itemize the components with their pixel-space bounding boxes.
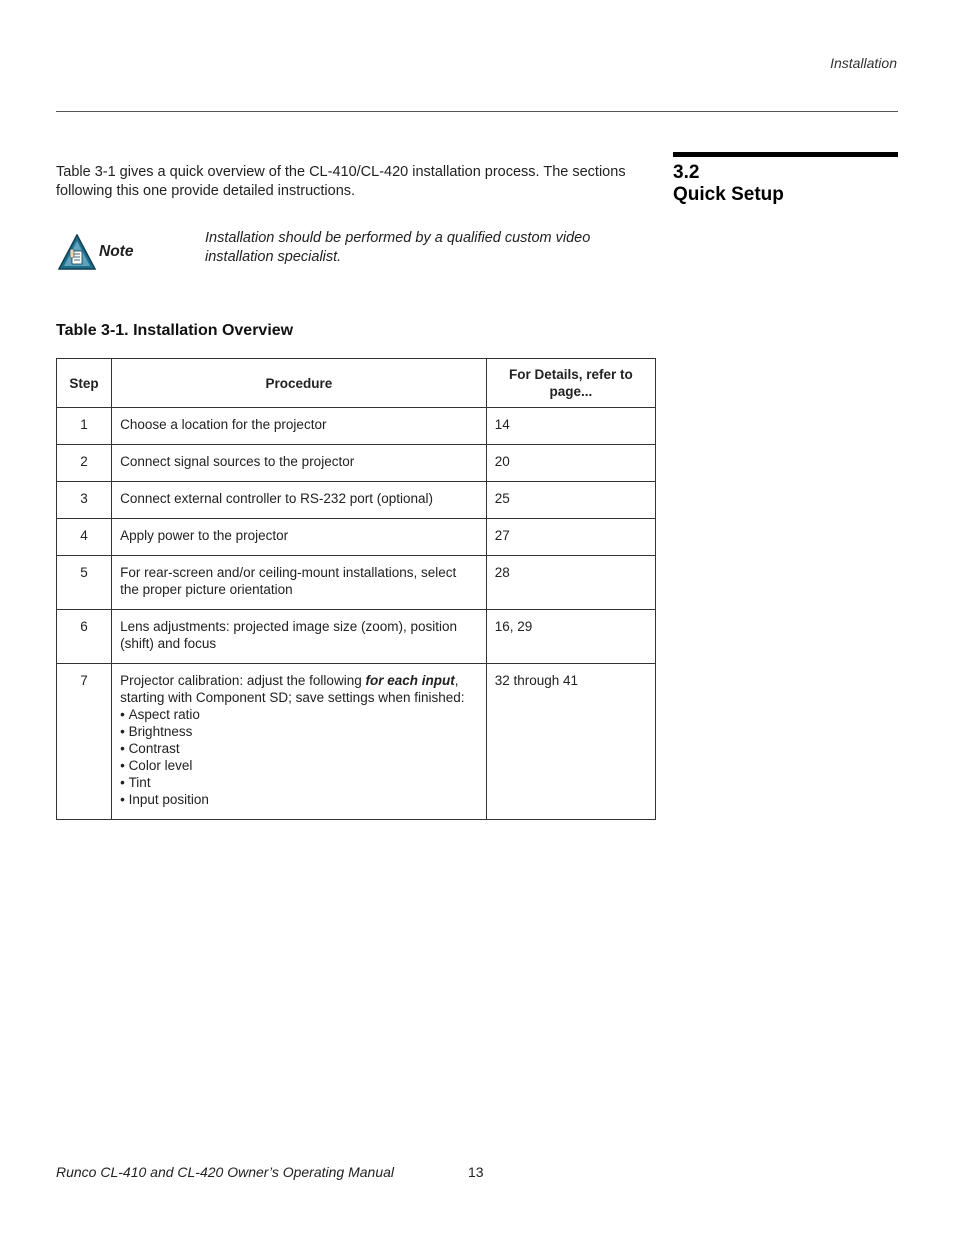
installation-overview-table <box>56 358 656 820</box>
section-rule <box>673 152 898 157</box>
header-step: Step <box>57 359 112 408</box>
page-cell: 14 <box>486 408 655 445</box>
table-header-row <box>57 359 656 408</box>
procedure-cell: Connect external controller to RS-232 port (optional) <box>112 482 487 519</box>
calibration-list <box>120 706 478 808</box>
table-row <box>57 408 656 445</box>
footer-page-number: 13 <box>468 1164 484 1180</box>
procedure-cell: Lens adjustments: projected image size (zoom), position (shift) and focus <box>112 610 487 664</box>
step-cell: 1 <box>57 408 112 445</box>
step-cell: 7 <box>57 664 112 820</box>
page-cell: 28 <box>486 556 655 610</box>
header-rule <box>56 111 898 112</box>
step-cell: 6 <box>57 610 112 664</box>
page-cell: 27 <box>486 519 655 556</box>
footer-manual-title: Runco CL-410 and CL-420 Owner’s Operating Manual <box>56 1164 395 1180</box>
table-caption: Table 3-1. Installation Overview <box>56 322 294 339</box>
note-text: Installation should be performed by a qualified custom video installation specialist. <box>205 230 591 265</box>
section-number: 3.2 <box>673 162 700 183</box>
section-title: Quick Setup <box>673 184 784 205</box>
procedure-cell: Apply power to the projector <box>112 519 487 556</box>
procedure-text-trail: , starting with Component SD; save settings when finished: <box>120 673 465 705</box>
header-page: For Details, refer to page... <box>486 359 655 408</box>
table-row <box>57 445 656 482</box>
note-label: Note <box>99 243 134 260</box>
page-cell: 20 <box>486 445 655 482</box>
step-cell: 2 <box>57 445 112 482</box>
list-item: • Aspect ratio <box>120 706 478 723</box>
running-header: Installation <box>830 55 897 71</box>
list-item: • Color level <box>120 757 478 774</box>
step-cell: 3 <box>57 482 112 519</box>
note-warning-icon <box>58 234 96 270</box>
step-cell: 5 <box>57 556 112 610</box>
list-item: • Contrast <box>120 740 478 757</box>
procedure-cell <box>112 664 487 820</box>
intro-paragraph: Table 3-1 gives a quick overview of the CL-410/CL-420 installation process. The sections following this one provide detailed instructions. <box>56 164 626 199</box>
header-procedure: Procedure <box>112 359 487 408</box>
procedure-cell: Choose a location for the projector <box>112 408 487 445</box>
table-row <box>57 610 656 664</box>
procedure-cell: Connect signal sources to the projector <box>112 445 487 482</box>
table-row <box>57 519 656 556</box>
procedure-emphasis: for each input <box>365 673 455 688</box>
page-cell: 16, 29 <box>486 610 655 664</box>
step-cell: 4 <box>57 519 112 556</box>
page-cell: 32 through 41 <box>486 664 655 820</box>
table-row <box>57 482 656 519</box>
list-item: • Brightness <box>120 723 478 740</box>
list-item: • Tint <box>120 774 478 791</box>
page-cell: 25 <box>486 482 655 519</box>
table-row <box>57 664 656 820</box>
procedure-cell: For rear-screen and/or ceiling-mount installations, select the proper picture orientation <box>112 556 487 610</box>
table-row <box>57 556 656 610</box>
procedure-text-lead: Projector calibration: adjust the following <box>120 673 366 688</box>
list-item: • Input position <box>120 791 478 808</box>
